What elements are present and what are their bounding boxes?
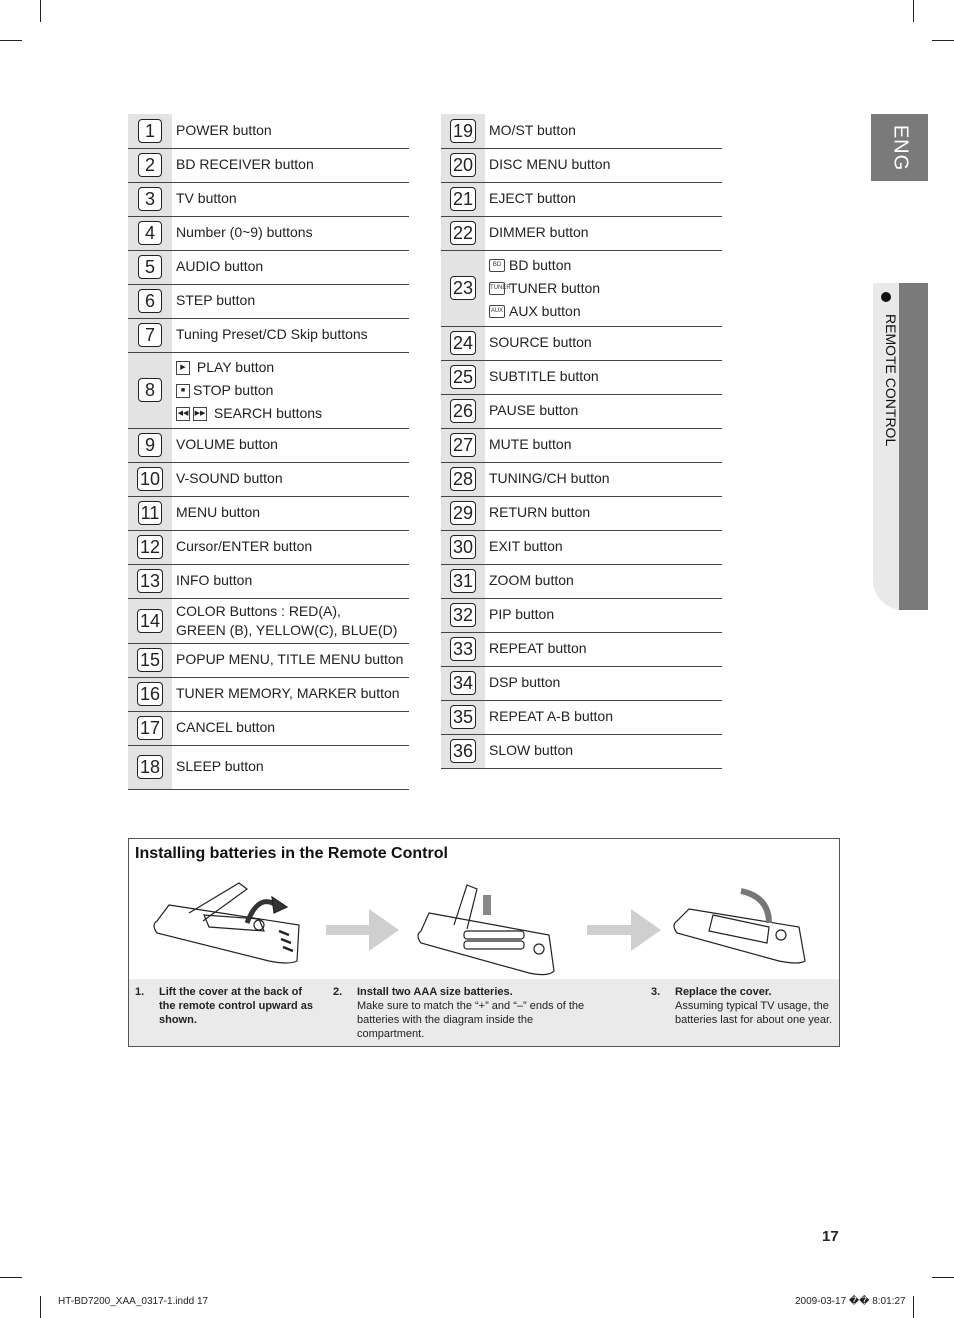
- table-row: [128, 598, 409, 643]
- item-number: 4: [138, 221, 162, 245]
- table-row: [128, 284, 409, 318]
- remote-cover-open-illustration: [154, 883, 299, 963]
- item-number: 28: [450, 467, 476, 491]
- item-number: 27: [450, 433, 476, 457]
- item-label: EXIT button: [485, 530, 722, 564]
- item-label: SOURCE button: [485, 326, 722, 360]
- item-number: 15: [137, 648, 163, 672]
- language-label: ENG: [889, 124, 911, 171]
- bd-icon: BD: [489, 259, 505, 272]
- arrow-right-icon: [587, 909, 661, 951]
- item-number: 14: [137, 609, 163, 633]
- item-number: 19: [450, 119, 476, 143]
- stop-icon: ■: [176, 384, 190, 398]
- item-number: 3: [138, 187, 162, 211]
- table-row: [441, 700, 722, 734]
- table-row: [441, 360, 722, 394]
- footer-timestamp: 2009-03-17 �� 8:01:27: [795, 1296, 906, 1307]
- item-number: 22: [450, 221, 476, 245]
- arrow-right-icon: [326, 909, 399, 951]
- footer-filename: HT-BD7200_XAA_0317-1.indd 17: [58, 1296, 209, 1307]
- item-number: 16: [137, 682, 163, 706]
- item-label: MENU button: [172, 496, 409, 530]
- sub-item: ■ STOP button: [176, 379, 409, 402]
- crop-mark: [40, 0, 41, 22]
- item-number: 18: [137, 755, 163, 779]
- item-label: POPUP MENU, TITLE MENU button: [172, 643, 409, 677]
- sub-item: TUNERTUNER button: [490, 279, 601, 296]
- item-label: TV button: [172, 182, 409, 216]
- table-row: [441, 632, 722, 666]
- table-row: [128, 677, 409, 711]
- table-row: [128, 496, 409, 530]
- section-label: REMOTE CONTROL: [883, 314, 899, 447]
- bullet-icon: [881, 292, 891, 302]
- item-label: DSP button: [485, 666, 722, 700]
- item-number: 11: [138, 501, 163, 525]
- table-row: [128, 462, 409, 496]
- table-row: [441, 598, 722, 632]
- item-number: 12: [137, 535, 163, 559]
- table-row: [441, 216, 722, 250]
- item-label: V-SOUND button: [172, 462, 409, 496]
- table-row: [441, 250, 722, 326]
- table-row: [441, 148, 722, 182]
- table-row: [441, 530, 722, 564]
- sub-item: AUX AUX button: [490, 302, 581, 319]
- item-label: CANCEL button: [172, 711, 409, 745]
- item-label: VOLUME button: [172, 428, 409, 462]
- crop-mark: [0, 1277, 22, 1278]
- item-number: 9: [138, 433, 162, 457]
- table-row: [128, 711, 409, 745]
- item-label: SUBTITLE button: [485, 360, 722, 394]
- table-row: [128, 428, 409, 462]
- item-number: 17: [137, 716, 163, 740]
- table-row: [441, 114, 722, 148]
- item-number: 23: [450, 276, 476, 300]
- item-label: DISC MENU button: [485, 148, 722, 182]
- item-label: GREEN (B), YELLOW(C), BLUE(D): [176, 621, 398, 638]
- item-label: BD RECEIVER button: [172, 148, 409, 182]
- table-row: [441, 666, 722, 700]
- item-label: PAUSE button: [485, 394, 722, 428]
- section-tab-bar: [899, 283, 928, 610]
- item-label: MO/ST button: [485, 114, 722, 148]
- item-number: 30: [450, 535, 476, 559]
- item-label: RETURN button: [485, 496, 722, 530]
- item-number: 35: [450, 705, 476, 729]
- battery-steps: 1. Lift the cover at the back of the remote control upward as shown. 2. Install two AAA size batteries. Make sure to match the “+” and “–” ends of the batteries with the diagram inside the compartment. 3. Replace the cover. Assuming typical TV usage, the batteries last for about one year.: [129, 979, 839, 1046]
- table-row: [441, 394, 722, 428]
- item-label: REPEAT A-B button: [485, 700, 722, 734]
- item-number: 10: [137, 467, 163, 491]
- item-number: 20: [450, 153, 476, 177]
- battery-install-box: [128, 838, 840, 1047]
- item-label: REPEAT button: [485, 632, 722, 666]
- crop-mark: [932, 40, 954, 41]
- crop-mark: [40, 1296, 41, 1318]
- item-label: EJECT button: [485, 182, 722, 216]
- left-button-table: [128, 114, 409, 790]
- item-label: Tuning Preset/CD Skip buttons: [172, 318, 409, 352]
- item-number: 32: [450, 603, 476, 627]
- item-number: 29: [450, 501, 476, 525]
- battery-illustration: [129, 873, 839, 979]
- item-label: TUNER MEMORY, MARKER button: [172, 677, 409, 711]
- table-row: [128, 114, 409, 148]
- table-row: [441, 462, 722, 496]
- crop-mark: [913, 1296, 914, 1318]
- table-row: [128, 564, 409, 598]
- item-label: AUDIO button: [172, 250, 409, 284]
- sub-item: BD BD button: [489, 254, 722, 277]
- item-number: 5: [138, 255, 162, 279]
- item-label: SLEEP button: [172, 745, 409, 789]
- table-row: [441, 496, 722, 530]
- table-row: [128, 250, 409, 284]
- crop-mark: [932, 1277, 954, 1278]
- item-number: 13: [137, 569, 163, 593]
- rewind-icon: ◀◀: [176, 407, 190, 421]
- item-label: STEP button: [172, 284, 409, 318]
- table-row: [441, 182, 722, 216]
- table-row: [128, 318, 409, 352]
- item-number: 1: [138, 119, 162, 143]
- item-label: MUTE button: [485, 428, 722, 462]
- table-row: [441, 326, 722, 360]
- language-tab: [871, 114, 928, 181]
- item-label: POWER button: [172, 114, 409, 148]
- item-number: 34: [450, 671, 476, 695]
- item-number: 24: [450, 331, 476, 355]
- table-row: [128, 148, 409, 182]
- table-row: [128, 530, 409, 564]
- section-tab: [877, 290, 897, 460]
- item-number: 7: [138, 323, 162, 347]
- item-number: 31: [450, 569, 476, 593]
- aux-icon: AUX: [489, 305, 505, 318]
- table-row: [441, 428, 722, 462]
- item-number: 26: [450, 399, 476, 423]
- table-row: [128, 745, 409, 789]
- item-label: Cursor/ENTER button: [172, 530, 409, 564]
- item-number: 25: [450, 365, 476, 389]
- fast-forward-icon: ▶▶: [193, 407, 207, 421]
- table-row: [128, 216, 409, 250]
- sub-item: ◀◀ ▶▶ SEARCH buttons: [177, 404, 323, 421]
- item-label: SLOW button: [485, 734, 722, 768]
- table-row: [128, 182, 409, 216]
- page-number: 17: [822, 1228, 839, 1245]
- crop-mark: [0, 40, 22, 41]
- item-number: 2: [138, 153, 162, 177]
- item-number: 8: [138, 378, 162, 402]
- table-row: [128, 352, 409, 428]
- item-label: DIMMER button: [485, 216, 722, 250]
- item-number: 21: [450, 187, 476, 211]
- table-row: [441, 734, 722, 768]
- play-icon: ▶: [176, 361, 190, 375]
- crop-mark: [913, 0, 914, 22]
- remote-batteries-illustration: [418, 885, 554, 975]
- item-number: 6: [138, 289, 162, 313]
- item-label: PIP button: [485, 598, 722, 632]
- item-label: TUNING/CH button: [485, 462, 722, 496]
- table-row: [128, 643, 409, 677]
- item-label: ZOOM button: [485, 564, 722, 598]
- remote-cover-closed-illustration: [674, 891, 805, 963]
- table-row: [441, 564, 722, 598]
- item-number: 36: [450, 739, 476, 763]
- sub-item: ▶ PLAY button: [176, 356, 409, 379]
- item-number: 33: [450, 637, 476, 661]
- tuner-icon: TUNER: [489, 282, 505, 295]
- right-button-table: [441, 114, 722, 769]
- item-label: INFO button: [172, 564, 409, 598]
- battery-box-title: Installing batteries in the Remote Control: [135, 845, 448, 862]
- item-label: Number (0~9) buttons: [172, 216, 409, 250]
- item-label: COLOR Buttons : RED(A),: [176, 602, 341, 619]
